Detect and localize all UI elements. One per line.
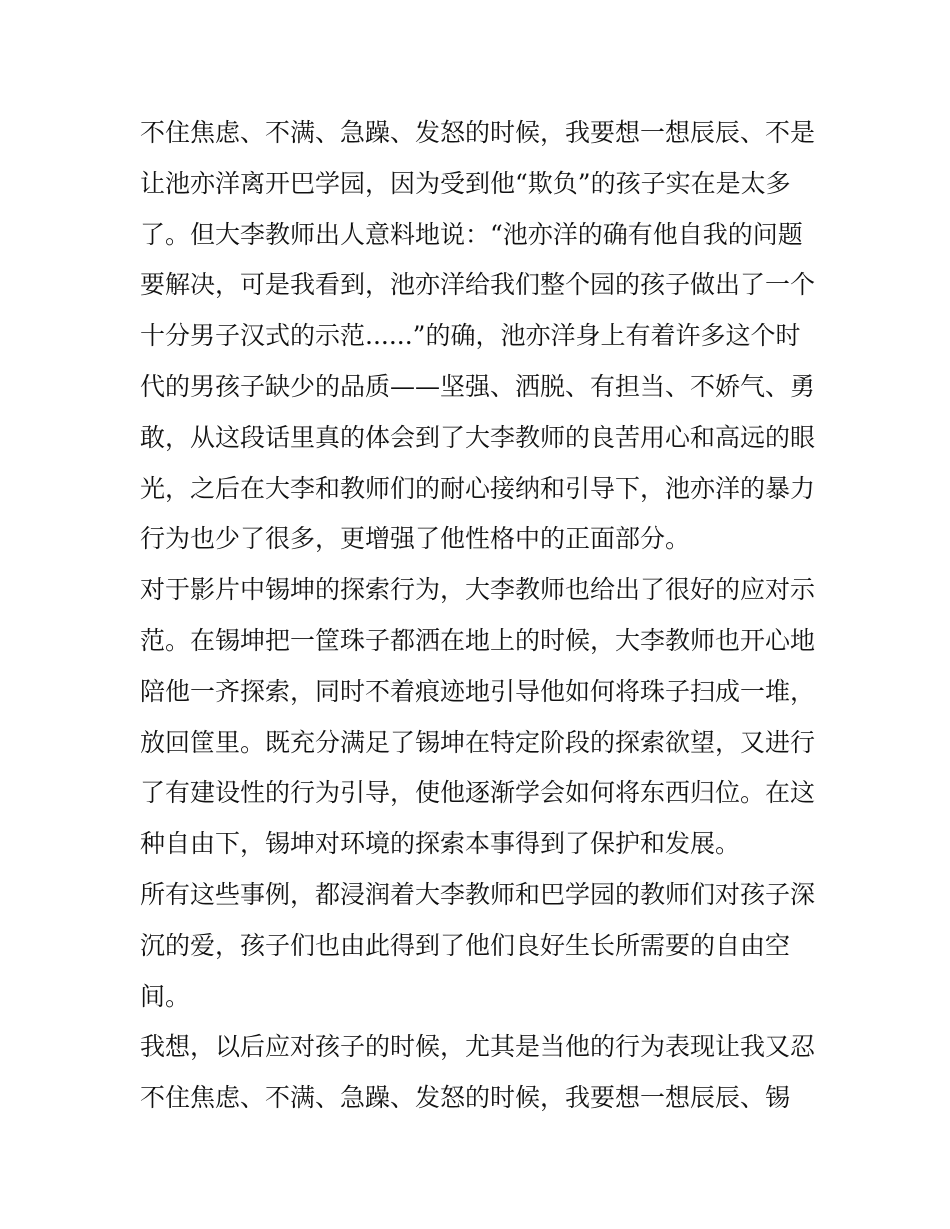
- text-line: 间。: [140, 981, 191, 1011]
- text-line: 放回筐里。既充分满足了锡坤在特定阶段的探索欲望，又进行: [140, 727, 816, 757]
- text-line: 了。但大李教师出人意料地说：“池亦洋的确有他自我的问题: [140, 219, 803, 249]
- text-line: 陪他一齐探索，同时不着痕迹地引导他如何将珠子扫成一堆，: [140, 676, 816, 706]
- text-line: 不住焦虑、不满、急躁、发怒的时候，我要想一想辰辰、不是: [140, 118, 816, 147]
- text-line: 要解决，可是我看到，池亦洋给我们整个园的孩子做出了一个: [140, 270, 816, 300]
- body-text: [140, 108, 820, 1124]
- text-line: 敢，从这段话里真的体会到了大李教师的良苦用心和高远的眼: [140, 422, 816, 452]
- text-line: 了有建设性的行为引导，使他逐渐学会如何将东西归位。在这: [140, 778, 816, 808]
- text-line: 光，之后在大李和教师们的耐心接纳和引导下，池亦洋的暴力: [140, 473, 816, 503]
- text-line: 十分男子汉式的示范......”的确，池亦洋身上有着许多这个时: [140, 321, 801, 351]
- text-line: 我想，以后应对孩子的时候，尤其是当他的行为表现让我又忍: [140, 1032, 816, 1062]
- text-line: 种自由下，锡坤对环境的探索本事得到了保护和发展。: [140, 829, 741, 859]
- text-line: 范。在锡坤把一筐珠子都洒在地上的时候，大李教师也开心地: [140, 625, 816, 655]
- text-line: 不住焦虑、不满、急躁、发怒的时候，我要想一想辰辰、锡: [140, 1083, 791, 1113]
- text-line: 让池亦洋离开巴学园，因为受到他“欺负”的孩子实在是太多: [140, 168, 791, 198]
- text-line: 所有这些事例，都浸润着大李教师和巴学园的教师们对孩子深: [140, 879, 816, 909]
- text-line: 行为也少了很多，更增强了他性格中的正面部分。: [140, 524, 691, 554]
- text-line: 对于影片中锡坤的探索行为，大李教师也给出了很好的应对示: [140, 575, 816, 605]
- text-line: 代的男孩子缺少的品质——坚强、洒脱、有担当、不娇气、勇: [140, 371, 816, 401]
- text-line: 沉的爱，孩子们也由此得到了他们良好生长所需要的自由空: [140, 930, 791, 960]
